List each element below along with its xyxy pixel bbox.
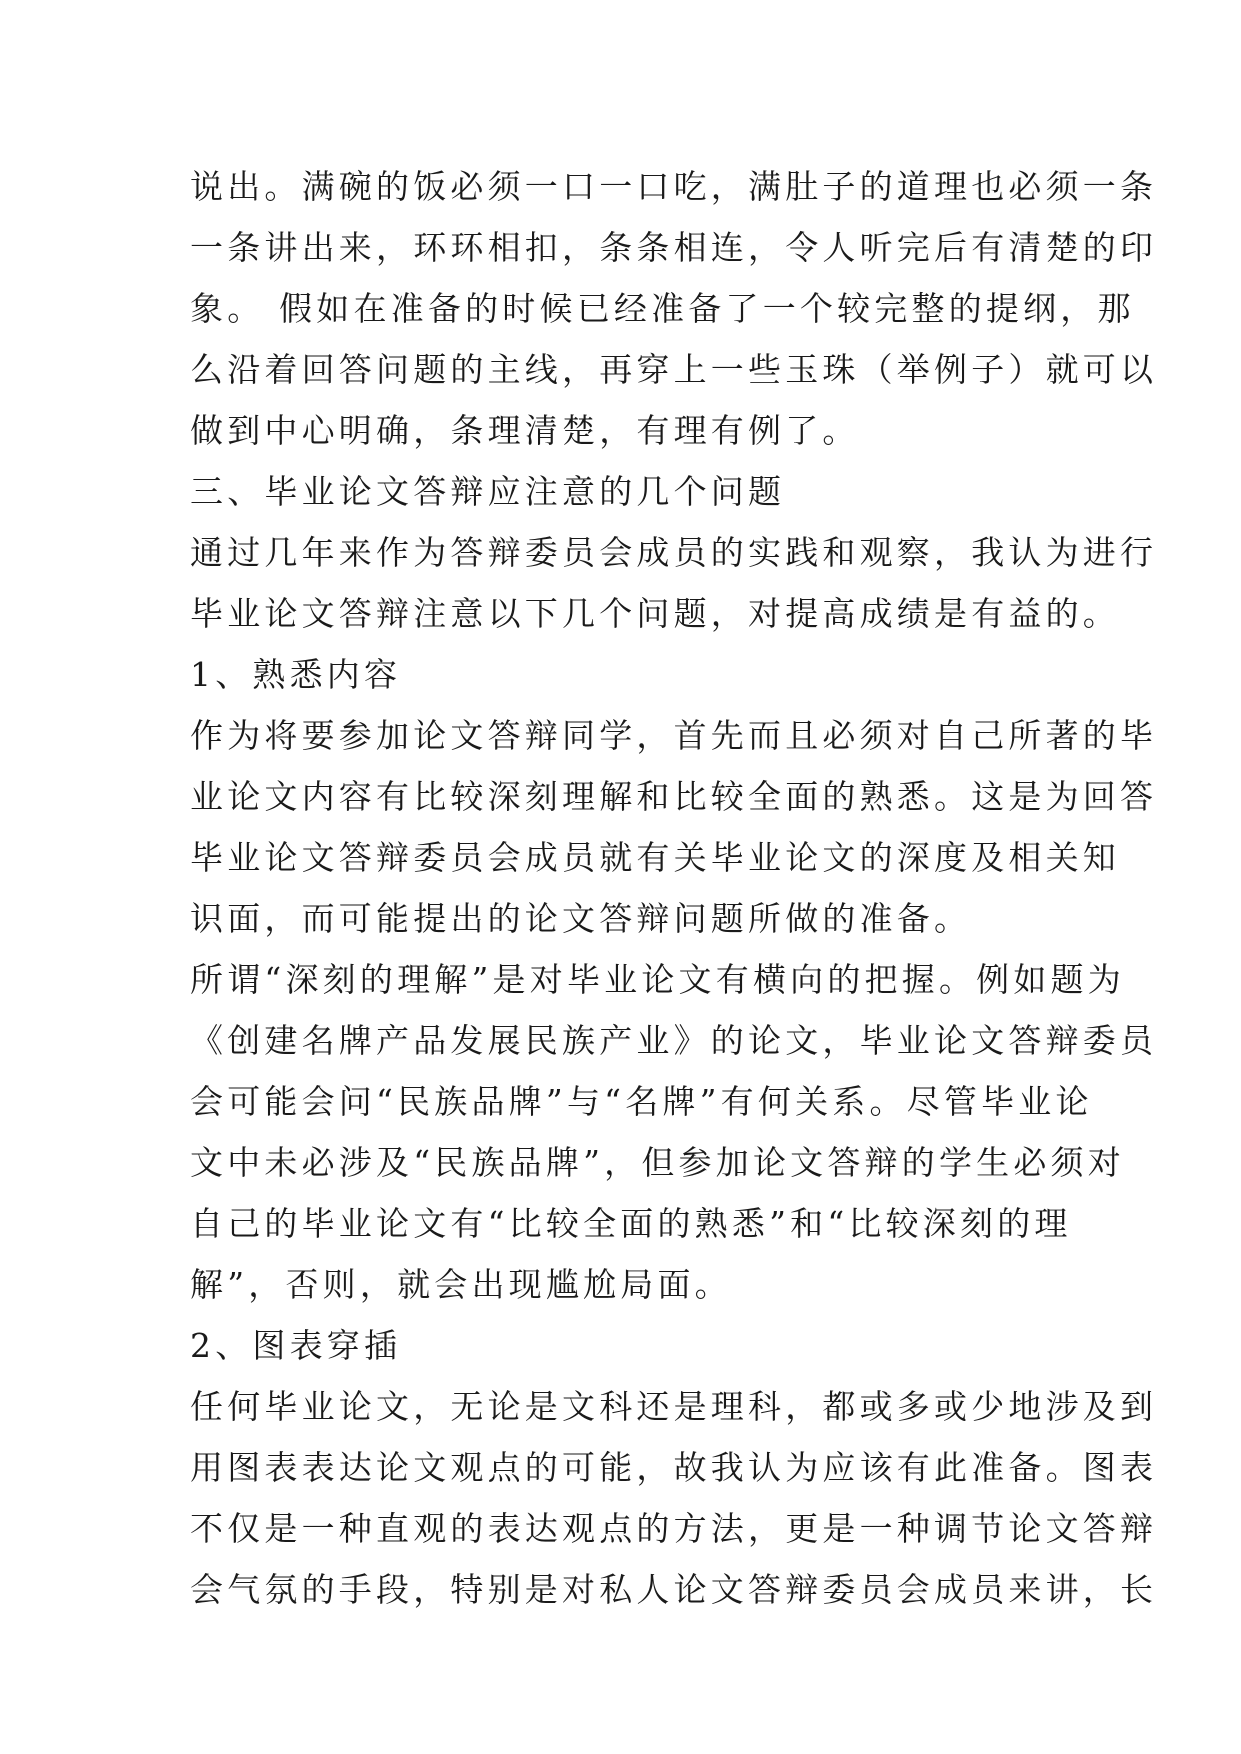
text-line: 识面，而可能提出的论文答辩问题所做的准备。 [190,899,972,938]
text-line: 《创建名牌产品发展民族产业》的论文，毕业论文答辩委员 [190,1021,1158,1060]
document-body [190,156,1158,1620]
text-line: 会可能会问“民族品牌”与“名牌”有何关系。尽管毕业论 [190,1082,1093,1121]
text-line: 文中未必涉及“民族品牌”，但参加论文答辩的学生必须对 [190,1143,1125,1182]
text-line: 象。 假如在准备的时候已经准备了一个较完整的提纲，那 [190,289,1135,328]
text-line: 通过几年来作为答辩委员会成员的实践和观察，我认为进行 [190,533,1158,572]
section-heading: 三、毕业论文答辩应注意的几个问题 [190,472,786,511]
text-line: 不仅是一种直观的表达观点的方法，更是一种调节论文答辩 [190,1509,1158,1548]
text-line: 任何毕业论文，无论是文科还是理科，都或多或少地涉及到 [190,1387,1158,1426]
text-line: 么沿着回答问题的主线，再穿上一些玉珠（举例子）就可以 [190,350,1158,389]
text-line: 用图表表达论文观点的可能，故我认为应该有此准备。图表 [190,1448,1158,1487]
text-line: 自己的毕业论文有“比较全面的熟悉”和“比较深刻的理 [190,1204,1072,1243]
text-line: 做到中心明确，条理清楚，有理有例了。 [190,411,860,450]
text-line: 业论文内容有比较深刻理解和比较全面的熟悉。这是为回答 [190,777,1158,816]
subsection-heading: 1、熟悉内容 [190,655,402,694]
text-line: 解”，否则，就会出现尴尬局面。 [190,1265,732,1304]
subsection-heading: 2、图表穿插 [190,1326,402,1365]
text-line: 毕业论文答辩注意以下几个问题，对提高成绩是有益的。 [190,594,1120,633]
text-line: 所谓“深刻的理解”是对毕业论文有横向的把握。例如题为 [190,960,1125,999]
text-line: 说出。满碗的饭必须一口一口吃，满肚子的道理也必须一条 [190,167,1158,206]
text-line: 会气氛的手段，特别是对私人论文答辩委员会成员来讲，长 [190,1570,1158,1609]
text-line: 一条讲出来，环环相扣，条条相连，令人听完后有清楚的印 [190,228,1158,267]
text-line: 作为将要参加论文答辩同学，首先而且必须对自己所著的毕 [190,716,1158,755]
text-line: 毕业论文答辩委员会成员就有关毕业论文的深度及相关知 [190,838,1120,877]
